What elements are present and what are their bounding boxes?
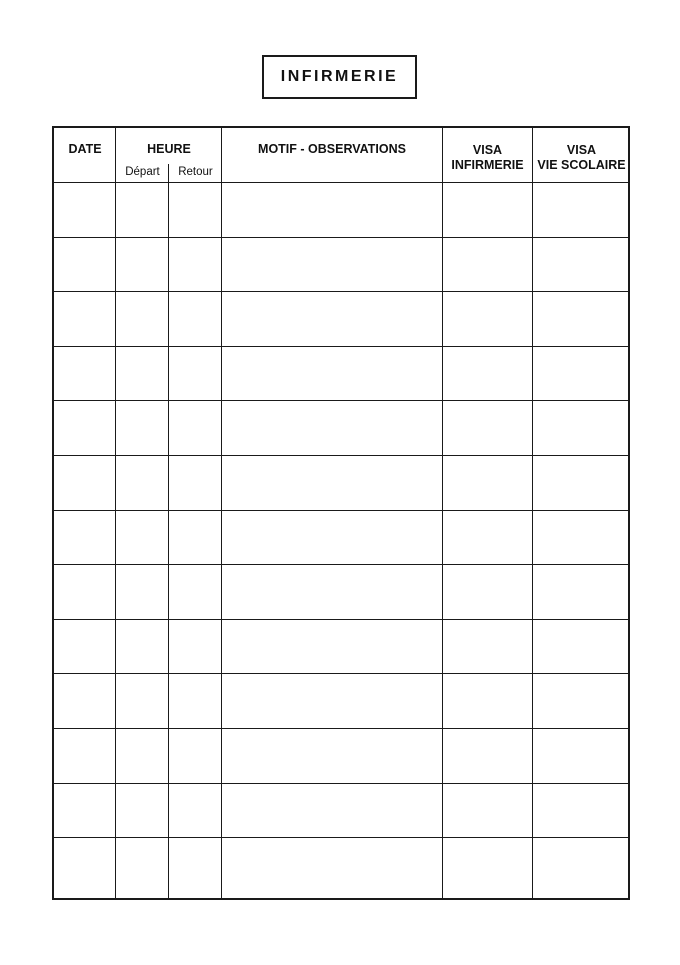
table-row-line: [54, 619, 628, 620]
header-depart: Départ: [125, 166, 160, 178]
header-heure: HEURE: [147, 142, 191, 156]
table-row-line: [54, 510, 628, 511]
heure-sub-divider: [168, 164, 169, 182]
header-visa-infirmerie: VISA INFIRMERIE: [451, 143, 524, 172]
header-motif-observations: MOTIF - OBSERVATIONS: [258, 142, 406, 156]
table-row-line: [54, 291, 628, 292]
page-title: INFIRMERIE: [262, 55, 417, 99]
table-row-line: [54, 237, 628, 238]
header-visa-vie-scolaire: VISA VIE SCOLAIRE: [537, 143, 626, 172]
header-bottom-line: [54, 182, 628, 183]
table-row-line: [54, 728, 628, 729]
table-row-line: [54, 837, 628, 838]
table-row-line: [54, 673, 628, 674]
header-date: DATE: [68, 142, 102, 156]
infirmerie-log-table: [52, 126, 630, 900]
table-row-line: [54, 564, 628, 565]
table-row-line: [54, 455, 628, 456]
header-retour: Retour: [178, 166, 213, 178]
table-row-line: [54, 346, 628, 347]
table-row-line: [54, 783, 628, 784]
table-row-line: [54, 400, 628, 401]
